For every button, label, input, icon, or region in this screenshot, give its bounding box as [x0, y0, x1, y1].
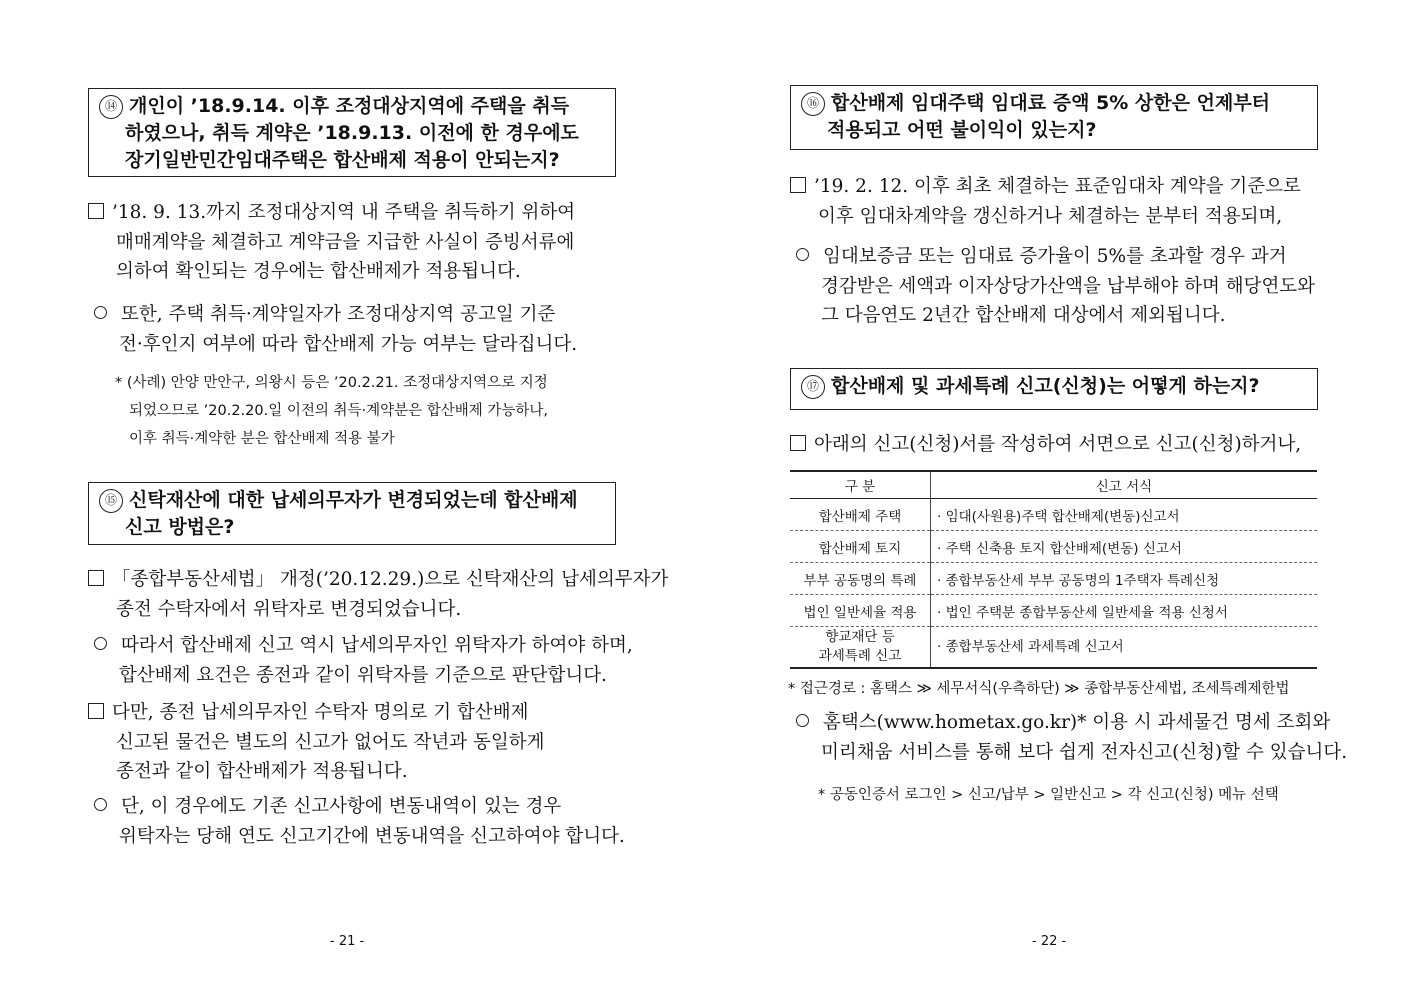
answer-15-b: 따라서 합산배제 신고 역시 납세의무자인 위탁자가 하여야 하며, 합산배제 요건은 종전과 같이 위탁자를 기준으로 판단합니다. — [88, 631, 633, 690]
square-bullet-icon — [88, 703, 104, 719]
question-line: 개인이 ’18.9.14. 이후 조정대상지역에 주택을 취득 — [129, 95, 570, 117]
circle-bullet-icon — [94, 637, 107, 650]
table-row: 향교재단 등 과세특례 신고 · 종합부동산세 과세특례 신고서 — [790, 627, 1317, 669]
note-17-access-path: * 접근경로 : 홈택스 ≫ 세무서식(우측하단) ≫ 종합부동산세법, 조세특례제한법 — [788, 681, 1290, 697]
question-line: 합산배제 임대주택 임대료 증액 5% 상한은 언제부터 — [831, 92, 1271, 114]
right-page — [702, 0, 1403, 992]
answer-15-c: 다만, 종전 납세의무자인 수탁자 명의로 기 합산배제 신고된 물건은 별도의 신고가 없어도 작년과 동일하게 종전과 같이 합산배제가 적용됩니다. — [88, 698, 544, 787]
circle-bullet-icon — [796, 714, 809, 727]
circle-bullet-icon — [94, 306, 107, 319]
answer-16-b: 임대보증금 또는 임대료 증가율이 5%를 초과할 경우 과거 경감받은 세액과 이자상당가산액을 납부해야 하며 해당연도와 그 다음연도 2년간 합산배제 대상에서 제외됩니다. — [790, 242, 1315, 331]
circle-bullet-icon — [94, 798, 107, 811]
square-bullet-icon — [790, 177, 806, 193]
square-bullet-icon — [88, 203, 104, 219]
circle-bullet-icon — [796, 248, 809, 261]
table-row: 합산배제 주택 · 임대(사원용)주택 합산배제(변동)신고서 — [790, 499, 1317, 531]
table-header-category: 구 분 — [790, 471, 931, 499]
page-number: - 22 - — [1032, 934, 1067, 949]
square-bullet-icon — [790, 435, 806, 451]
answer-15-a: 「종합부동산세법」 개정(’20.12.29.)으로 신탁재산의 납세의무자가 종전 수탁자에서 위탁자로 변경되었습니다. — [88, 565, 668, 624]
question-line: 합산배제 및 과세특례 신고(신청)는 어떻게 하는지? — [831, 375, 1260, 397]
question-number: ⑯ — [801, 92, 825, 116]
page-number: - 21 - — [330, 934, 365, 949]
left-page — [0, 0, 700, 992]
question-16-box — [790, 85, 1318, 150]
question-number: ⑮ — [99, 489, 123, 513]
answer-14-a: ’18. 9. 13.까지 조정대상지역 내 주택을 취득하기 위하여 매매계약을 체결하고 계약금을 지급한 사실이 증빙서류에 의하여 확인되는 경우에는 합산배제가 적용됩니다. — [88, 198, 575, 287]
note-14: * (사례) 안양 만안구, 의왕시 등은 ’20.2.21. 조정대상지역으로 지정 되었으므로 ’20.2.20.일 이전의 취득·계약분은 합산배제 가능하나, 이후 취득·계약한 분은 합산배제 적용 불가 — [115, 375, 548, 447]
answer-14-b: 또한, 주택 취득·계약일자가 조정대상지역 공고일 기준 전·후인지 여부에 따라 합산배제 가능 여부는 달라집니다. — [88, 300, 577, 359]
table-row: 합산배제 토지 · 주택 신축용 토지 합산배제(변동) 신고서 — [790, 531, 1317, 563]
question-line: 하였으나, 취득 계약은 ’18.9.13. 이전에 한 경우에도 — [125, 122, 579, 144]
note-17-menu-path: * 공동인증서 로그인 > 신고/납부 > 일반신고 > 각 신고(신청) 메뉴 선택 — [818, 787, 1279, 803]
question-number: ⑰ — [801, 375, 825, 399]
square-bullet-icon — [88, 570, 104, 586]
answer-17-b: 홈택스(www.hometax.go.kr)* 이용 시 과세물건 명세 조회와 미리채움 서비스를 통해 보다 쉽게 전자신고(신청)할 수 있습니다. — [790, 708, 1347, 767]
question-number: ⑭ — [99, 95, 123, 119]
question-17-box — [790, 368, 1318, 410]
question-15-box — [88, 482, 616, 545]
question-line: 적용되고 어떤 불이익이 있는지? — [827, 119, 1097, 141]
question-line: 장기일반민간임대주택은 합산배제 적용이 안되는지? — [125, 149, 560, 171]
answer-15-d: 단, 이 경우에도 기존 신고사항에 변동내역이 있는 경우 위탁자는 당해 연도 신고기간에 변동내역을 신고하여야 합니다. — [88, 792, 625, 851]
question-line: 신고 방법은? — [125, 516, 235, 538]
report-forms-table — [790, 470, 1317, 669]
answer-16-a: ’19. 2. 12. 이후 최초 체결하는 표준임대차 계약을 기준으로 이후 임대차계약을 갱신하거나 체결하는 분부터 적용되며, — [790, 172, 1301, 231]
answer-17-a: 아래의 신고(신청)서를 작성하여 서면으로 신고(신청)하거나, — [790, 430, 1301, 460]
question-14-box — [88, 88, 616, 177]
table-header-form: 신고 서식 — [931, 471, 1318, 499]
table-row: 법인 일반세율 적용 · 법인 주택분 종합부동산세 일반세율 적용 신청서 — [790, 595, 1317, 627]
question-line: 신탁재산에 대한 납세의무자가 변경되었는데 합산배제 — [129, 489, 578, 511]
table-row: 부부 공동명의 특례 · 종합부동산세 부부 공동명의 1주택자 특례신청 — [790, 563, 1317, 595]
